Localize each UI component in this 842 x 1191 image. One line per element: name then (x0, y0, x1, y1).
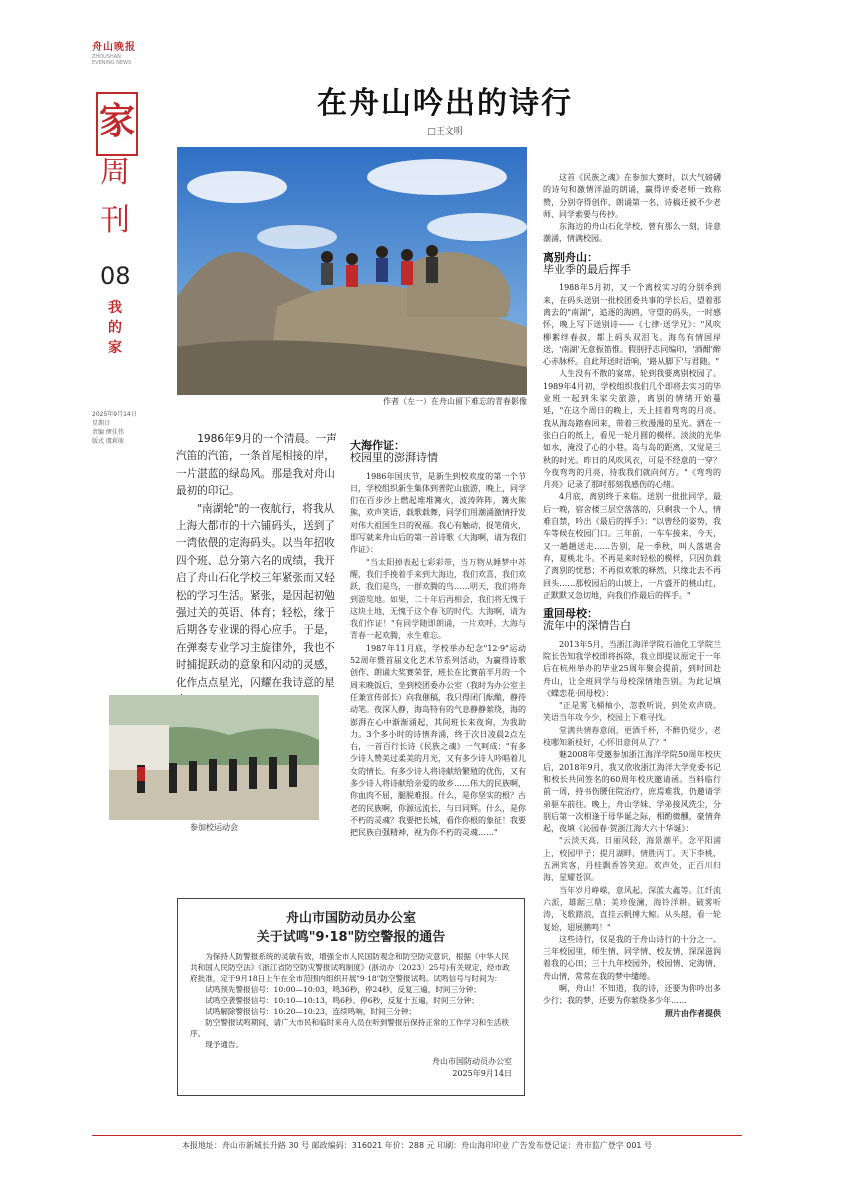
notice-closing: 现予通告。 (205, 1040, 244, 1049)
notice-signature (190, 1056, 512, 1080)
notice-intro: 为保持人防警报系统的灵敏有效，增强全市人民国防观念和防空防灾意识，根据《中华人民共和国人民防空法》《浙江省防空防灾警报试鸣制度》(浙动办〔2023〕25号)有关规定，经市政府批准，定于9月18日上午在全市范围内组织开展"9·18"防空警报试鸣。试鸣信号与时间为： (190, 952, 510, 983)
air-defense-notice (177, 898, 525, 1096)
section-subhead (543, 252, 721, 277)
body-paragraph: 4月底，离别终于来临。送别一批批同学，最后一晚，宿舍楼三层空落落的，只剩我一个人，情难自禁，吟出《最后的挥手》："以曾经的姿势，我车等候在校园门口。三年前，一车车接来，今天，又一趟趟送走……告别，是一季秋，叫人落堪舍弃，夏桃北斗。不再是来时轻松的模样，只因负载了离别的忧愁；不再似欢歌的释然，只缘北去不再回头……那校园后的山坡上，一片盛开的桃山红，正默默又急切地，向我们作最后的挥手。" (543, 492, 721, 600)
subhead-key: 离别舟山： (543, 250, 598, 264)
notice-title: 舟山市国防动员办公室 (285, 911, 416, 926)
body-paragraph: 2013年5月，当浙江海洋学院石油化工学院兰院长告知我学校即将拆除，我立即提议原定于一年后在杭州举办的毕业25周年聚会提前，到时回赴舟山，让全班同学与母校深情地告别。为此记填《蝶恋花·回母校》： (543, 639, 721, 698)
body-paragraph: 人生没有不散的宴席，轮到我要离别校园了。1989年4月初，学校组织我们几个即将去实习的毕业班一起到朱家尖旅游，离别的情绪开始蔓延，"在这个周日的晚上，天上挂着弯弯的月亮。我从海岛踏春回来，带着三枚漫漫的星光。洒在一张白白的纸上，看见一轮月圆的模样。淡淡的光华如水，淹没了心的小巷。岛与岛的距离，又觉是三秋的时光。昨日的风吹风衣，可是不经意的一穿？今夜弯弯的月亮，待我我们就向何方。"《弯弯的月亮》记录了那时那刻我感伤的心绪。 (543, 369, 721, 490)
footer-rule (92, 1135, 742, 1136)
subhead-key: 重回母校： (543, 607, 598, 621)
article-author: □王文明 (427, 127, 463, 137)
article-lead (176, 431, 343, 710)
body-paragraph: "正是雾飞桶柚小，忽教听说，到处欢声晓。笑语当年攻今少，校园上下难寻找。 (543, 701, 721, 723)
brand-zhou: 周 (100, 155, 130, 190)
body-paragraph: 1988年5月初，又一个离校实习的分别季到来，在码头送别一批校团委共事的学长后，望着那离去的"南湖"，追逐的海鸥，守望的码头，一时感怀，晚上写下送别诗——《七律·送学兄》："风吹柳絮绊春叔，都上码头双泪飞。海鸟有情国岸送，'南湖'无意振笛惟。假别抒志同编印，'酒酣'醉心赤脉杯。自此拜送时语响，'路从脚下'与君随。" (543, 283, 721, 367)
notice-date: 2025年9月14日 (452, 1069, 512, 1078)
section-brand-char: 家 (96, 92, 138, 156)
section-name: 我的家 (108, 300, 122, 356)
body-paragraph: 魅2008年受邀参加浙江海洋学院50周年校庆后，2018年9月，我又欣收浙江海洋大学党委书记和校长共同签名的60周年校庆邀请函。当料临行前一周，持书伤腰住院治疗，庶焉难我，仍邀请学弟驱车前往。晚上，舟山学妹、学弟接风洗尘，分别后第一次相逢于母华诞之际，相酌微醺，豪情奔起，夜填《沁园春·贺浙江海大六十华诞》： (543, 750, 721, 834)
body-paragraph: "当太阳掉表起七彩彩带，当万物从睡梦中苏醒，我们手挽着手来到大海边，我们欢喜，我们欢跃，我们是鸟，一群欢腾的鸟……明天，我们将奔到游览地。如果，二十年后再相会，我们将无愧于这块土地，无愧于这个春飞的时代。大海啊，请为我们作证！"有同学随即朗诵，一片欢呼。大海与青春一起欢腾，永生难忘。 (350, 557, 526, 641)
brand-kan: 刊 (100, 203, 130, 238)
body-paragraph: 堂满共情春意闹，更酒千杯，不醉仍觉少，老枝哪知新枝好，心怀旧意何从了？" (543, 725, 721, 748)
column-middle (350, 440, 526, 840)
body-paragraph: 东海边的舟山石化学校，曾有那么一刻，诗意潮涌，情满校园。 (543, 222, 721, 244)
notice-tail: 防空警报试鸣期间，请广大市民和临时来舟人员在听到警报后保持正常的工作学习和生活秩序。 (190, 1018, 509, 1038)
notice-signal: 试鸣预先警报信号：10:00—10:03，鸣36秒，停24秒，反复三遍，时间三分钟； (205, 985, 481, 994)
page-number: 08 (100, 262, 131, 290)
issue-date: 2025年9月14日 (92, 411, 137, 418)
section-subhead (543, 608, 721, 633)
body-paragraph: 这首《民族之魂》在参加大赛时，以大气磅礴的诗句和激情洋溢的朗诵，赢得评委老师一致称赞，分别夺得创作、朗诵第一名，诗稿还被不少老师、同学索要与传抄。 (543, 173, 721, 219)
notice-signal: 试鸣解除警报信号：10:20—10:23，连续鸣响，时间三分钟； (205, 1007, 417, 1016)
lead-paragraph: 1986年9月的一个清晨。一声汽笛的汽笛，一条首尾相接的岸，一片湛蓝的绿岛风。那是我对舟山最初的印记。 (176, 433, 337, 498)
section-subhead (350, 440, 526, 465)
body-paragraph: 这些诗行，仅是我的于舟山诗行的十分之一。三年校园里，师生情、同学情、校友情，深深滋润着我的心田；三十九年校园外，校园情、定海情、舟山情，常常在我的梦中缱绻。 (543, 934, 721, 981)
column-right (543, 172, 721, 1020)
newspaper-logo-en: ZHOUSHAN EVENING NEWS (92, 54, 132, 66)
notice-body (190, 951, 512, 1050)
photo-caption: 作者（左一）在舟山留下难忘的青春影像 (383, 397, 527, 406)
body-paragraph: 1986年国庆节，是新生到校欢度的第一个节日，学校组织新生集体到普陀山旅游，晚上，同学们在百步沙上燃起堆堆篝火，波涛阵阵，篝火熊熊，欢声笑语，载歌载舞，同学们用潮涌激情抒发对伟大祖国生日的祝福。我心有触动，捉笔倩火，即写就来舟山后的第一首诗歌《大海啊，请为我们作证》： (350, 471, 526, 555)
issue-meta (92, 410, 152, 446)
issue-editor: 责编 缪佳伟 (92, 429, 124, 436)
body-paragraph: "云淡天高，日丽风轻，海景潮平。念平阳浦上，校园甲子；提月湖畔，情胜丙丁。天下李桃，五洲宾客，丹桂飘香答笑迎。欢声处，正百川归海，星耀苍溟。 (543, 836, 721, 883)
page-footer: 本报地址：舟山市新城长升路 30 号 邮政编码：316021 年价：288 元 印刷：舟山海印印业 广告发布登记证：舟市监广登字 001 号 (181, 1141, 653, 1150)
body-paragraph: 啊，舟山！不知道，我的诗，还要为你吟出多少行；我的梦，还要为你萦绕多少年…… (543, 984, 721, 1006)
notice-signal: 试鸣空袭警报信号：10:10—10:13，鸣6秒、停6秒，反复十五遍，时间三分钟； (205, 996, 479, 1005)
notice-subtitle: 关于试鸣"9·18"防空警报的通告 (256, 930, 446, 945)
newspaper-logo: 舟山晚报 (92, 42, 136, 53)
body-paragraph: 当年岁月峥嵘，意风起，深蓝大鑫等。江纤流六派，雄踞三鼎；美珍俊澜，海铃洋耕。破雾听涛，飞歌踏浪，直挂云帆搏大鲸。从头越，看一轮复始，翅展鹏鸣！" (543, 885, 721, 932)
issue-weekday: 星期日 (92, 420, 111, 427)
article-title: 在舟山吟出的诗行 (317, 86, 573, 121)
photo-sports-meet (109, 695, 319, 820)
subhead-key: 大海作证： (350, 439, 405, 452)
lead-paragraph: "南湖轮"的一夜航行，将我从上海大都市的十六铺码头，送到了一湾依偎的定海码头。以当年招收四个班、总分第六名的成绩，我开启了舟山石化学校三年紧张而又轻松的学习生活。紧张，是因起初勉强过关的英语、体育；轻松，缘于后期各专业课的得心应手。于是，在弹奏专业学习主旋律外，我也不时捕捉跃动的意象和闪动的灵感，化作点点星光，闪耀在我诗意的星 (176, 502, 335, 689)
subhead-sub: 校园里的澎湃诗情 (350, 451, 438, 465)
subhead-sub: 毕业季的最后挥手 (543, 263, 631, 277)
photo-coast (177, 147, 527, 395)
body-paragraph: 1987年11月底，学校举办纪念"12·9"运动52周年暨首届文化艺术节系列活动，为赢得诗歌创作、朗诵大奖赛荣誉，班长在比赛前半月的一个周末晚饭后，坐到校团委办公室（我时为办公室主任兼宣传部长）向我催稿，我只得闭门酝酿，静待动笔。夜深人静，海岛特有的气息静静萦绕，海的澎湃在心中渐渐涌起，其间班长来夜询，为我助力。3个多小时的诗情奔涌，终于次日凌晨2点左右，一首百行长诗《民族之魂》一气呵成："有多少诗人赞美过柔美的月光，又有多少诗人吟唱着儿女的情长。有多少诗人将诗献给繁殖的优伤，又有多少诗人将诗献给亲爱的故乡……伟大的民族啊，你血肉不屈，腿脱难报。什么，是你坚实的根？古老的民族啊，你源远流长，与日同辉。什么，是你不朽的灵魂？我要把长城，看作你根的象征！我要把民族自强精神，视为你不朽的灵魂……" (350, 643, 526, 838)
subhead-sub: 流年中的深情告白 (543, 619, 631, 633)
photo-credit: 照片由作者提供 (665, 1008, 721, 1018)
issue-layout: 版式 虞莉萌 (92, 438, 124, 445)
photo-caption: 参加校运动会 (190, 823, 238, 832)
notice-signer: 舟山市国防动员办公室 (432, 1057, 512, 1066)
